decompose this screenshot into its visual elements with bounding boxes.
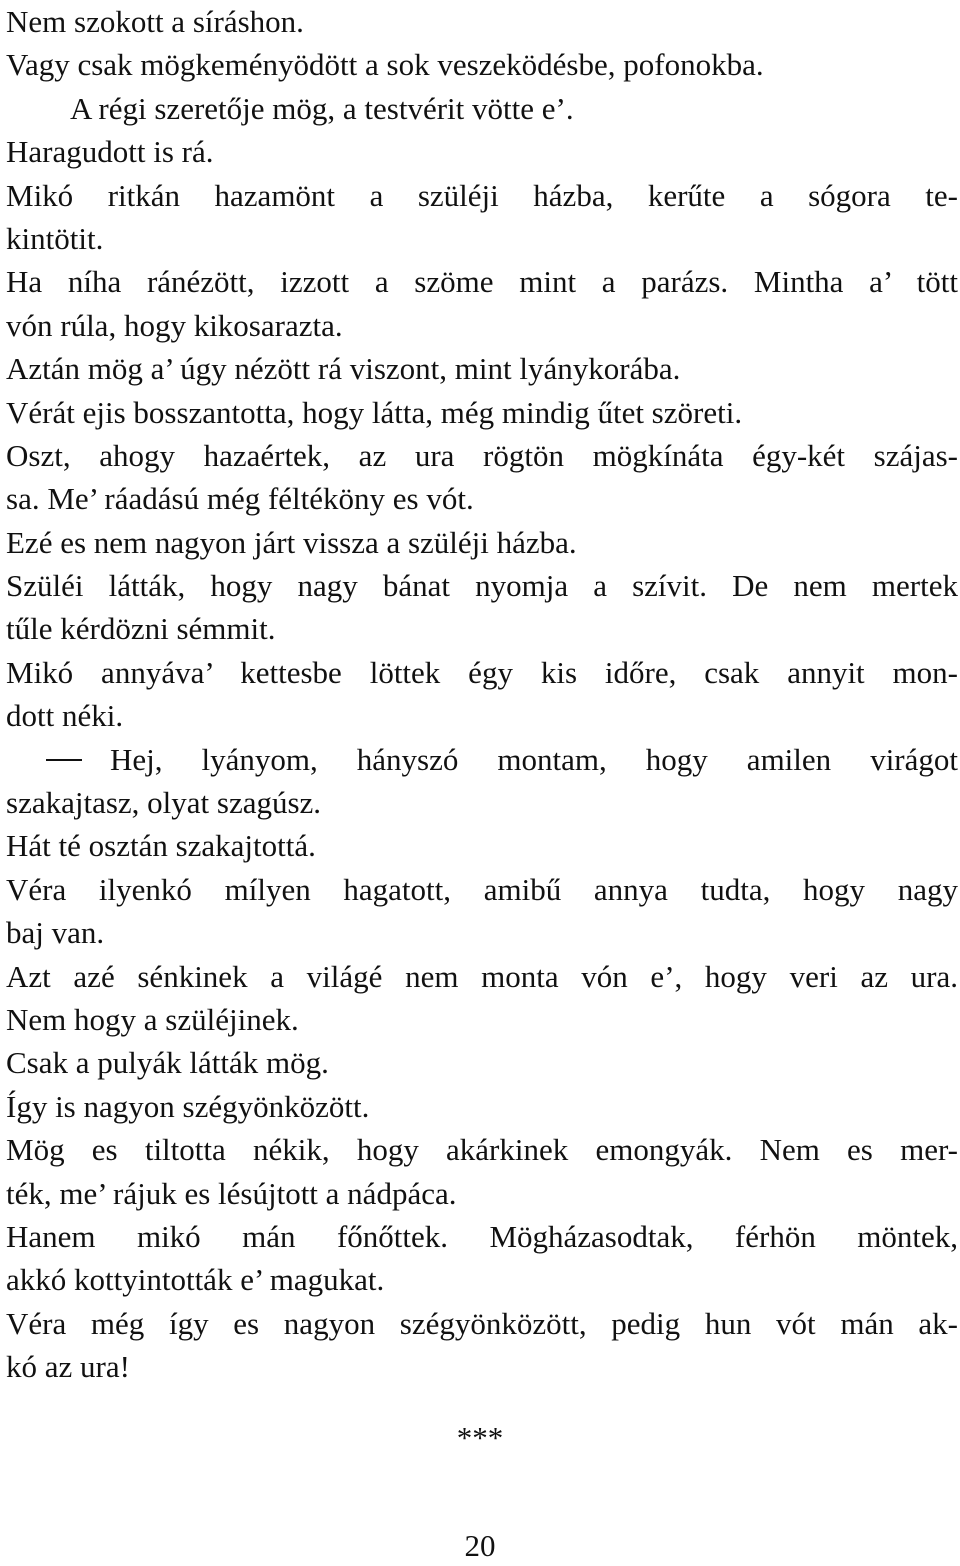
page-text: [6, 0, 958, 1389]
dialogue-line: [6, 738, 958, 781]
text-line: Mikó annyáva’ kettesbe löttek égy kis időre, csak annyit mon-: [6, 654, 958, 690]
text-line: Ha níha ránézött, izzott a szöme mint a parázs. Mintha a’ tött: [6, 264, 958, 300]
text-line: vón rúla, hogy kikosarazta.: [6, 307, 343, 343]
section-separator: ***: [456, 1420, 504, 1455]
text-line: Nem szokott a síráshon.: [6, 4, 304, 39]
text-line: Oszt, ahogy hazaértek, az ura rögtön mögkínáta égy-két szájas-: [6, 437, 958, 473]
page-number: 20: [464, 1528, 496, 1563]
text-line: Vagy csak mögkeményödött a sok veszeködésbe, pofonokba.: [6, 47, 764, 83]
text-line: Mikó ritkán hazamönt a szüléji házba, kerűte a sógora te-: [6, 177, 958, 213]
text-line: dott néki.: [6, 698, 124, 734]
text-line: kó az ura!: [6, 1349, 130, 1385]
text-line: Mög es tiltotta nékik, hogy akárkinek emongyák. Nem es mer-: [6, 1132, 958, 1168]
text-line: Szüléi látták, hogy nagy bánat nyomja a szívit. De nem mertek: [6, 568, 958, 604]
text-line: Vérát ejis bosszantotta, hogy látta, még mindig űtet szöreti.: [6, 394, 743, 430]
text-line: Aztán mög a’ úgy nézött rá viszont, mint lyánykorába.: [6, 351, 681, 387]
dialogue-text: Hej, lyányom, hányszó montam, hogy amilen virágot: [110, 741, 958, 777]
text-line: sa. Me’ ráadású még féltéköny es vót.: [6, 481, 474, 517]
text-line: Hát té osztán szakajtottá.: [6, 828, 316, 864]
text-line: Hanem mikó mán főnőttek. Mögházasodtak, férhön möntek,: [6, 1218, 958, 1254]
text-line: Azt azé sénkinek a világé nem monta vón e’, hogy veri az ura.: [6, 958, 958, 994]
text-line: akkó kottyintották e’ magukat.: [6, 1262, 385, 1298]
text-line: Véra még így es nagyon szégyönközött, pedig hun vót mán ak-: [6, 1305, 958, 1341]
text-line: Véra ilyenkó mílyen hagatott, amibű annya tudta, hogy nagy: [6, 871, 958, 907]
text-line: ték, me’ rájuk es lésújtott a nádpáca.: [6, 1175, 457, 1211]
text-line: Csak a pulyák látták mög.: [6, 1045, 329, 1081]
text-line: tűle kérdözni sémmit.: [6, 611, 276, 647]
text-line: A régi szeretője mög, a testvérit vötte e’.: [70, 90, 574, 126]
text-line: Ezé es nem nagyon járt vissza a szüléji házba.: [6, 524, 577, 560]
text-line: Így is nagyon szégyönközött.: [6, 1088, 370, 1124]
text-line: Haragudott is rá.: [6, 134, 214, 170]
text-line: kintötit.: [6, 220, 104, 256]
text-line: szakajtasz, olyat szagúsz.: [6, 785, 322, 821]
dash-glyph: [46, 738, 110, 781]
text-line: Nem hogy a szüléjinek.: [6, 1001, 299, 1037]
text-line: baj van.: [6, 915, 105, 951]
